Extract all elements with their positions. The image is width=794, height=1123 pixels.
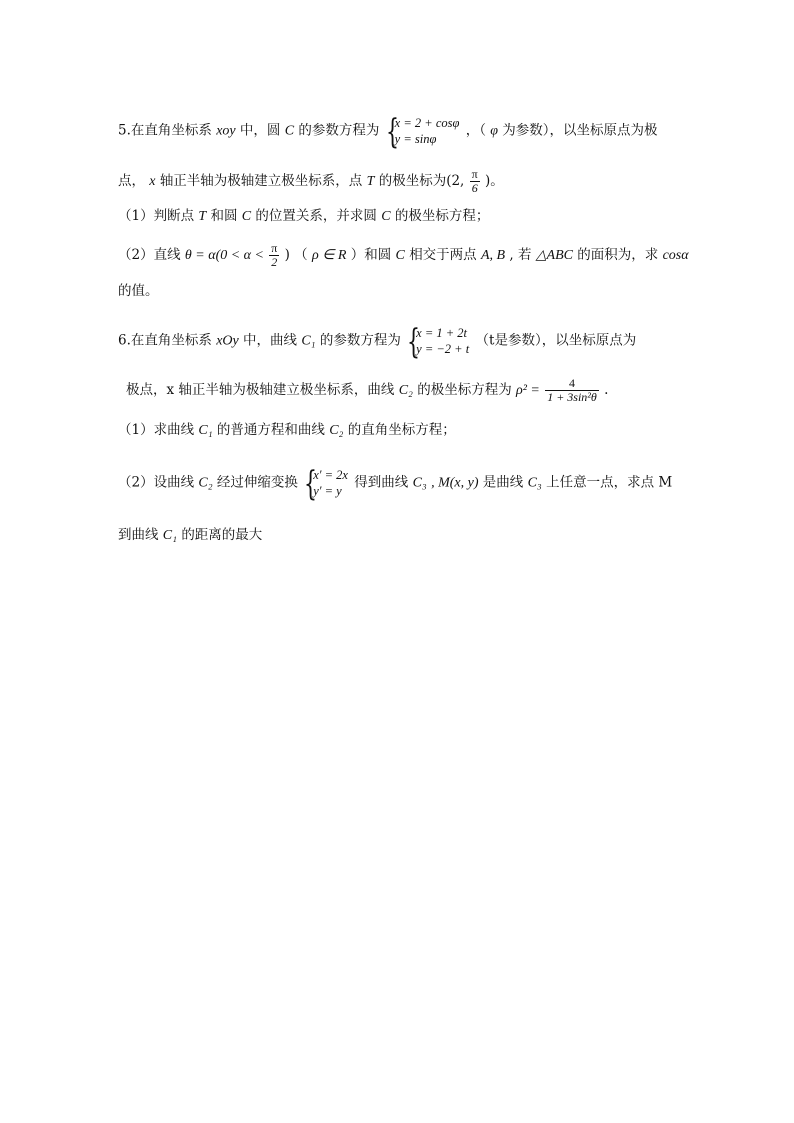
- problem6-line2: [126, 377, 608, 404]
- math-C: C: [395, 248, 405, 263]
- text: 中，圆: [239, 122, 281, 139]
- text: )。: [485, 173, 504, 189]
- text: 和圆: [210, 208, 238, 224]
- parametric-system: [407, 322, 470, 362]
- text: 点，: [118, 173, 145, 189]
- text: 的参数方程为: [298, 122, 380, 139]
- transform-system: [304, 464, 348, 504]
- math-C3: C₃: [412, 475, 427, 491]
- brace-icon: {: [385, 112, 399, 152]
- text: 为参数），以坐标原点为极: [502, 122, 658, 139]
- problem6-q1: [118, 421, 456, 440]
- text: 的距离的最大: [181, 527, 263, 543]
- math-C: C: [241, 209, 252, 224]
- text: 极点，x 轴正半轴为极轴建立极坐标系，曲线: [126, 382, 395, 398]
- math-C3: C₃: [527, 475, 542, 491]
- math-C1: C₁: [301, 333, 316, 349]
- text: ，（: [465, 122, 486, 139]
- problem5-line1: [118, 112, 658, 152]
- fraction-polar: [545, 377, 599, 404]
- text: 的位置关系，并求圆: [255, 208, 377, 224]
- text: 的极坐标方程；: [394, 208, 490, 224]
- text: 6.在直角坐标系: [118, 332, 212, 349]
- text: 的面积为，求: [577, 247, 659, 263]
- math-xOy: xOy: [216, 333, 239, 349]
- text: 的极坐标为(2,: [378, 173, 465, 189]
- text: 的极坐标方程为: [417, 382, 512, 398]
- problem5-q1: [118, 207, 489, 226]
- problem5-q2-cont: [118, 282, 159, 300]
- brace-icon: {: [407, 322, 421, 362]
- math-phi: φ: [490, 123, 498, 139]
- equation-row: y = −2 + t: [416, 342, 470, 356]
- equation-row: y = sinφ: [394, 132, 437, 146]
- math-C1: C₁: [162, 528, 178, 543]
- text: 的值。: [118, 283, 159, 299]
- math-T: T: [366, 174, 375, 189]
- problem6-q2-cont: [118, 526, 262, 545]
- text: ) （: [284, 247, 308, 263]
- math-C2: C₂: [398, 383, 413, 398]
- text: 的直角坐标方程；: [347, 422, 456, 438]
- text: 的参数方程为: [319, 332, 401, 349]
- fraction-pi-2: [269, 242, 279, 269]
- numerator: π: [271, 241, 278, 255]
- problem6-line1: [118, 322, 637, 362]
- numerator: π: [471, 167, 478, 181]
- math-C: C: [284, 123, 295, 139]
- denominator: 6: [471, 181, 478, 195]
- math-T: T: [198, 209, 207, 224]
- text: 中，曲线: [243, 332, 298, 349]
- text: 上任意一点，求点 M: [546, 474, 673, 491]
- math-triangle: △ABC: [535, 248, 573, 263]
- text: ）和圆: [350, 247, 392, 263]
- fraction-pi-6: [470, 168, 480, 195]
- math-C1: C₁: [198, 423, 213, 438]
- problem5-q2: [118, 242, 689, 269]
- math-xoy: xoy: [216, 123, 236, 139]
- math-rho: ρ ∈ R: [311, 248, 347, 263]
- math-C2: C₂: [329, 423, 344, 438]
- text: （t是参数），以坐标原点为: [475, 332, 637, 349]
- text: 轴正半轴为极轴建立极坐标系，点: [159, 173, 363, 189]
- math-cos-alpha: cosα: [662, 248, 689, 263]
- text: （1）求曲线: [118, 422, 195, 438]
- denominator: 1 + 3sin²θ: [547, 390, 597, 404]
- text: 是曲线: [482, 474, 524, 491]
- text: （2）设曲线: [118, 474, 195, 491]
- math-C: C: [381, 209, 391, 224]
- math-M: , M(x, y): [431, 475, 479, 491]
- equation-row: x = 1 + 2t: [416, 326, 468, 340]
- text: 到曲线: [118, 527, 159, 543]
- text: 得到曲线: [354, 474, 409, 491]
- equation-row: x = 2 + cosφ: [394, 116, 460, 130]
- equation-row: x′ = 2x: [313, 468, 348, 482]
- numerator: 4: [545, 377, 599, 391]
- brace-icon: {: [304, 464, 318, 504]
- problem6-q2: [118, 464, 673, 504]
- text: 5.在直角坐标系: [118, 122, 212, 139]
- text: 相交于两点: [409, 247, 477, 263]
- parametric-system: [385, 112, 460, 152]
- equation-row: y′ = y: [313, 484, 342, 498]
- math-rho-squared: ρ² =: [516, 383, 540, 398]
- text: 经过伸缩变换: [216, 474, 298, 491]
- math-x: x: [149, 174, 156, 189]
- text: .: [604, 382, 609, 398]
- denominator: 2: [271, 255, 278, 269]
- math-theta-alpha: θ = α(0 < α <: [184, 248, 264, 263]
- text: （1）判断点: [118, 208, 195, 224]
- math-AB: A, B: [480, 248, 506, 263]
- math-C2: C₂: [198, 475, 213, 491]
- text: （2）直线: [118, 247, 181, 263]
- problem5-line2: [118, 168, 504, 195]
- text: 的普通方程和曲线: [216, 422, 325, 438]
- text: , 若: [509, 247, 532, 263]
